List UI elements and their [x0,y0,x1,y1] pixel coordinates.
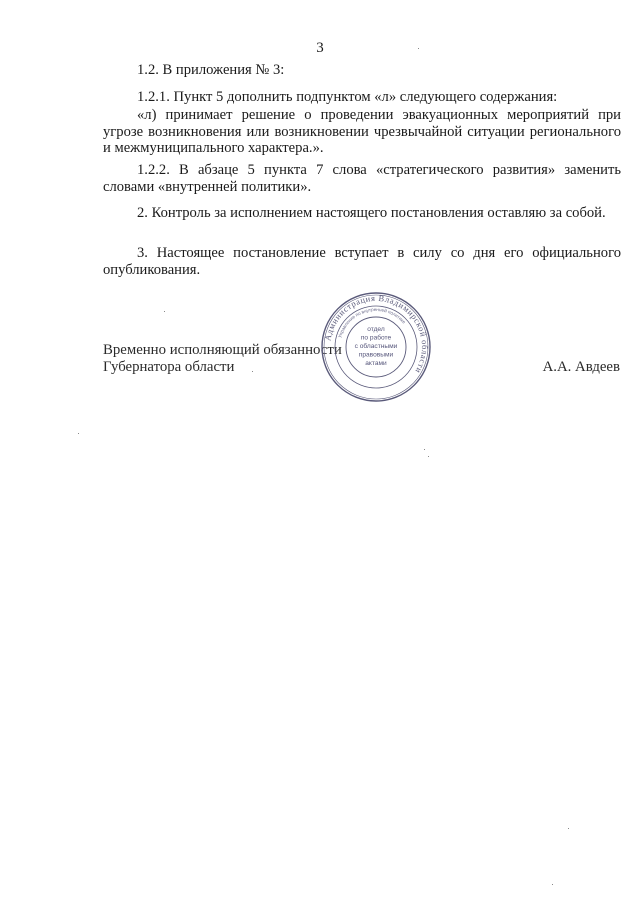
stamp-line-1: отдел [367,326,385,333]
page-number: 3 [316,40,324,56]
stamp-line-4: правовыми [358,351,394,359]
stamp-center-text [355,326,398,367]
paragraph-subitem-l: «л) принимает решение о проведении эвакуационных мероприятий при угрозе возникновения или возникновении чрезвычайной ситуации регионального и межмуниципального характера.». [103,107,621,156]
stamp-line-2: по работе [360,334,392,342]
paragraph-1-2-1: 1.2.1. Пункт 5 дополнить подпунктом «л» следующего содержания: [137,89,558,105]
paragraph-1-2: 1.2. В приложения № 3: [137,62,285,78]
stamp-inner-ring-text: Управление по внутренней политике [337,306,407,339]
paragraph-1-2-2: 1.2.2. В абзаце 5 пункта 7 слова «стратегического развития» заменить словами «внутренней политики». [103,162,621,195]
official-stamp [316,291,436,403]
paragraph-2-control: 2. Контроль за исполнением настоящего постановления оставляю за собой. [137,205,606,221]
signatory-name: А.А. Авдеев [542,359,620,375]
signature-position-line-1: Временно исполняющий обязанности [103,342,342,358]
stamp-outer-text: Администрация Владимирской области [322,292,431,376]
stamp-line-3: с областными [354,343,398,350]
paragraph-3-effective: 3. Настоящее постановление вступает в силу со дня его официального опубликования. [103,245,621,278]
signature-position [103,342,342,376]
signature-position-line-2: Губернатора области [103,359,235,375]
stamp-line-5: актами [365,360,387,367]
